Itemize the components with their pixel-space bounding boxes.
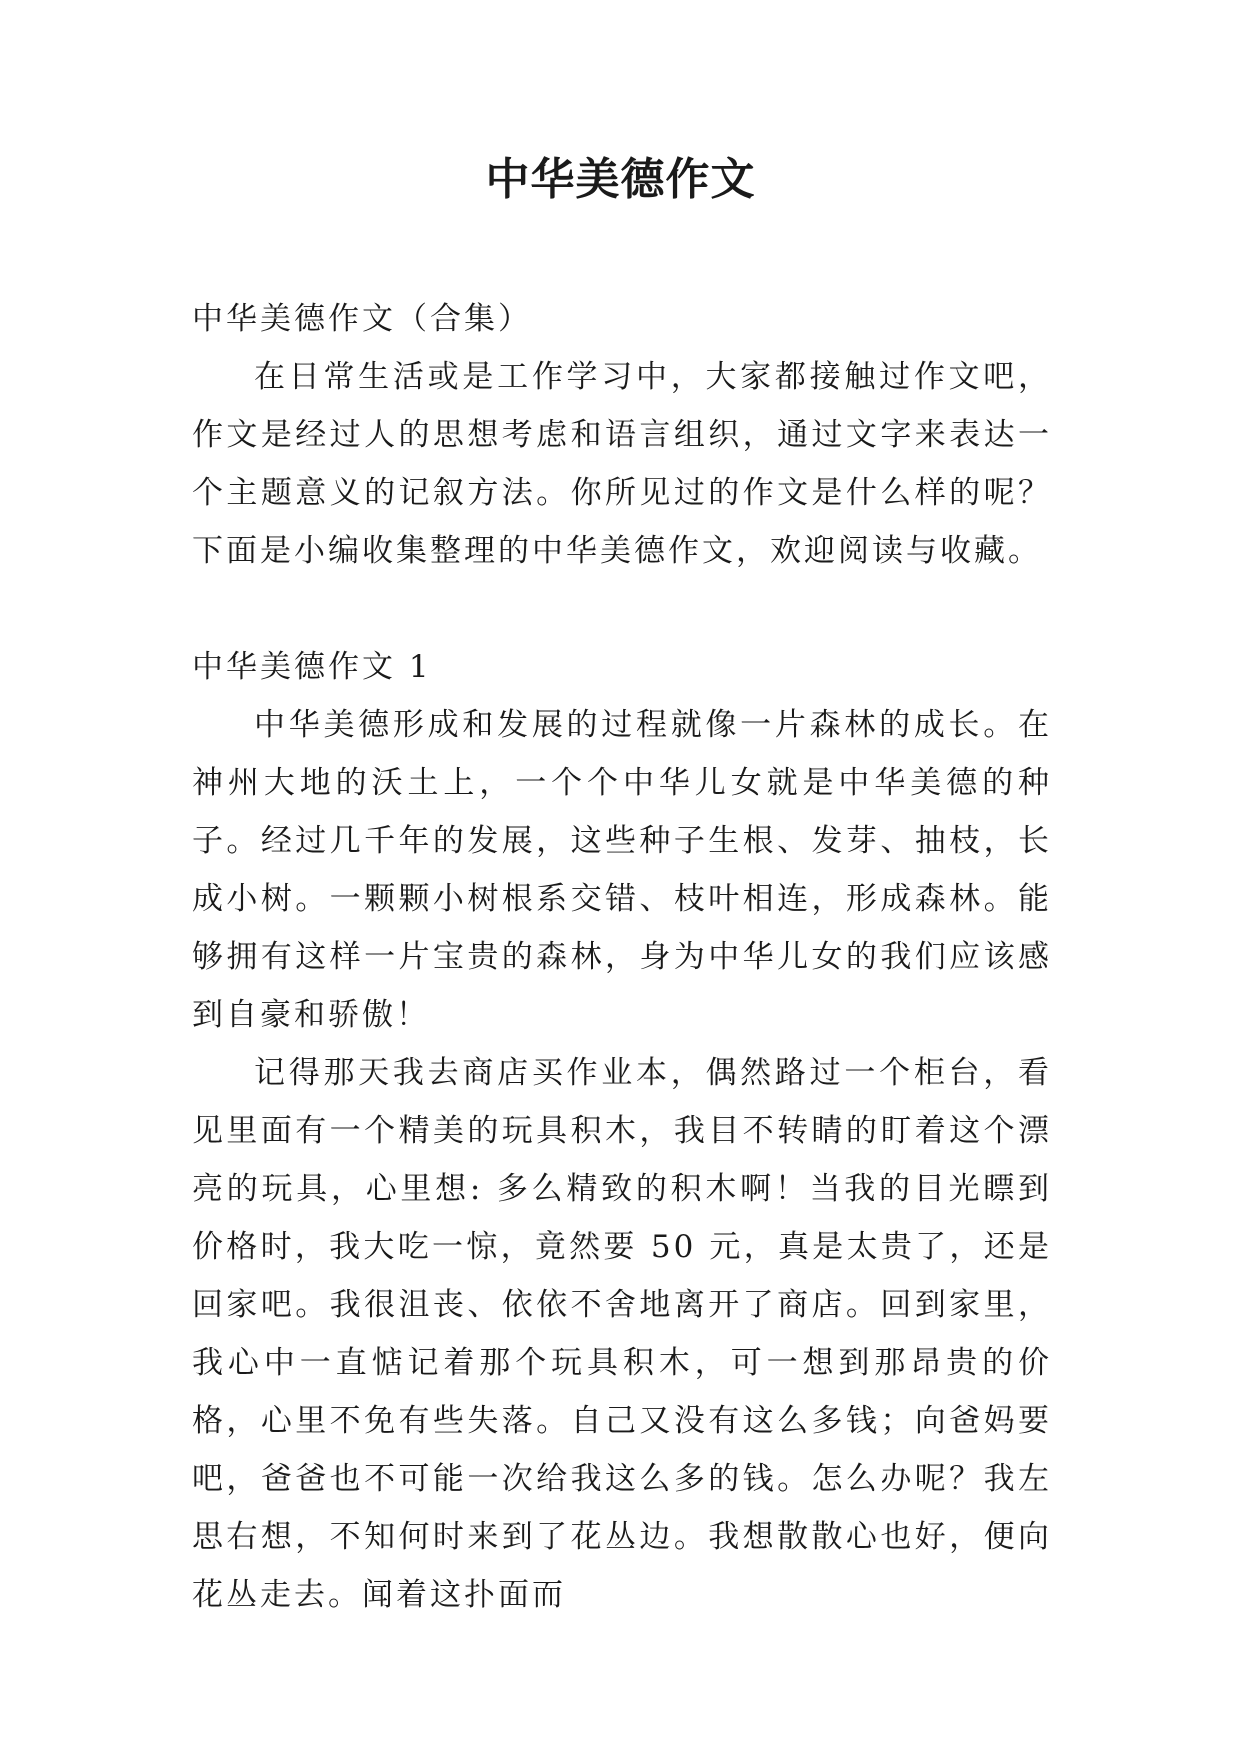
section1-heading: 中华美德作文 1 [192,649,432,685]
intro-paragraph: 在日常生活或是工作学习中，大家都接触过作文吧，作文是经过人的思想考虑和语言组织，通过文字来表达一个主题意义的记叙方法。你所见过的作文是什么样的呢？下面是小编收集整理的中华美德作文，欢迎阅读与收藏。 [192,359,1052,569]
section1-paragraph-1: 中华美德形成和发展的过程就像一片森林的成长。在神州大地的沃土上，一个个中华儿女就是中华美德的种子。经过几千年的发展，这些种子生根、发芽、抽枝，长成小树。一颗颗小树根系交错、枝叶相连，形成森林。能够拥有这样一片宝贵的森林，身为中华儿女的我们应该感到自豪和骄傲！ [192,707,1052,1033]
intro-heading: 中华美德作文（合集） [192,301,532,337]
section1-paragraph-2: 记得那天我去商店买作业本，偶然路过一个柜台，看见里面有一个精美的玩具积木，我目不转睛的盯着这个漂亮的玩具，心里想: 多么精致的积木啊！当我的目光瞟到价格时，我大吃一惊，竟然要 50 元，真是太贵了，还是回家吧。我很沮丧、依依不舍地离开了商店。回到家里，我心中一直惦记着那个玩具积木，可一想到那昂贵的价格，心里不免有些失落。自己又没有这么多钱；向爸妈要吧，爸爸也不可能一次给我这么多的钱。怎么办呢？我左思右想，不知何时来到了花丛边。我想散散心也好，便向花丛走去。闻着这扑面而 [192,1055,1052,1613]
document-body [192,290,1052,1624]
section-spacer [192,580,1052,638]
document-title: 中华美德作文 [485,154,756,205]
